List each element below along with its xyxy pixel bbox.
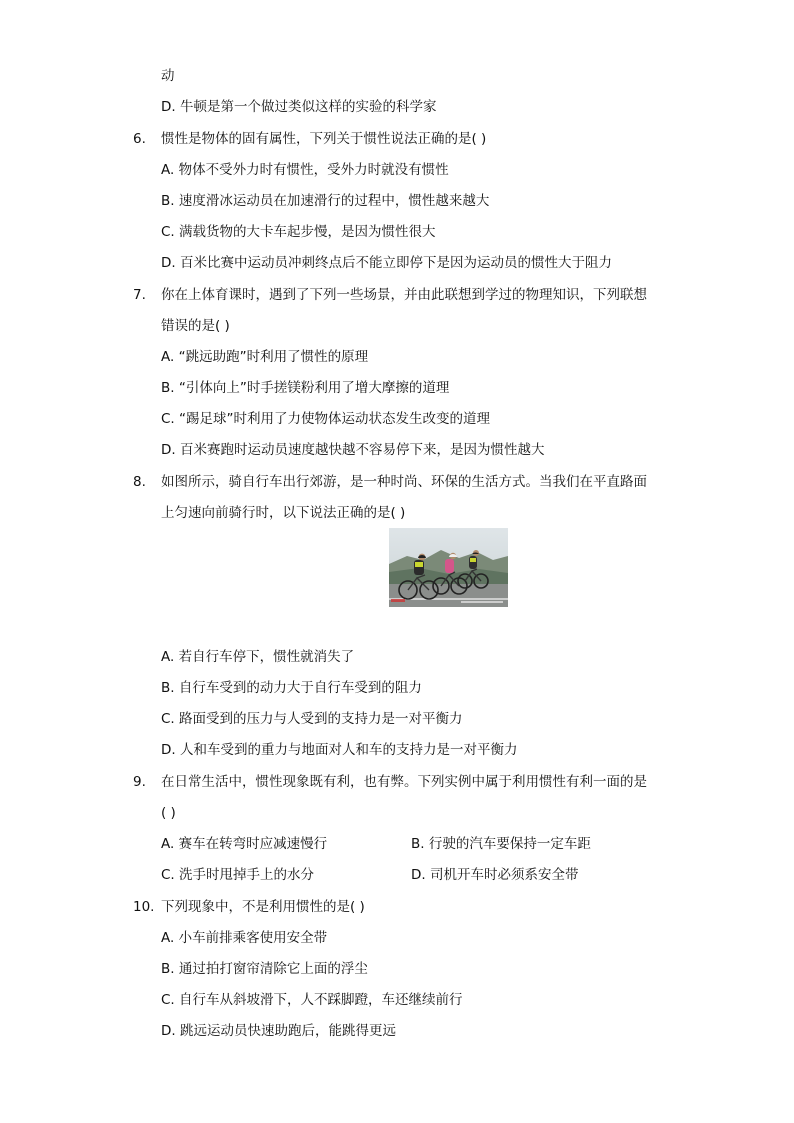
question-8-option-c: C. 路面受到的压力与人受到的支持力是一对平衡力 (161, 711, 463, 727)
question-9-option-c: C. 洗手时甩掉手上的水分 (161, 867, 315, 883)
question-8-stem-line-1: 如图所示，骑自行车出行郊游，是一种时尚、环保的生活方式。当我们在平直路面 (161, 474, 647, 490)
question-7-stem-line-2: 错误的是( ) (161, 318, 230, 334)
question-7-option-b: B. “引体向上”时手搓镁粉利用了增大摩擦的道理 (161, 380, 450, 396)
question-8-option-b: B. 自行车受到的动力大于自行车受到的阻力 (161, 680, 422, 696)
question-7-option-c: C. “踢足球”时利用了力使物体运动状态发生改变的道理 (161, 411, 490, 427)
question-8-option-a: A. 若自行车停下，惯性就消失了 (161, 649, 355, 665)
question-9-option-d: D. 司机开车时必须系安全带 (411, 867, 579, 883)
question-6-option-a: A. 物体不受外力时有惯性，受外力时就没有惯性 (161, 162, 449, 178)
question-10-number: 10. (133, 899, 155, 915)
question-7-stem-line-1: 你在上体育课时，遇到了下列一些场景，并由此联想到学过的物理知识，下列联想 (161, 287, 647, 303)
question-8-stem-line-2: 上匀速向前骑行时，以下说法正确的是( ) (161, 505, 406, 521)
question-9-stem-line-2: ( ) (161, 805, 176, 821)
question-7-option-a: A. “跳远助跑”时利用了惯性的原理 (161, 349, 369, 365)
prev-continuation: 动 (161, 68, 175, 84)
question-6-number: 6. (133, 131, 146, 147)
question-10-option-a: A. 小车前排乘客使用安全带 (161, 930, 328, 946)
question-10-option-c: C. 自行车从斜坡滑下，人不踩脚蹬，车还继续前行 (161, 992, 463, 1008)
question-9-option-b: B. 行驶的汽车要保持一定车距 (411, 836, 591, 852)
question-10-stem: 下列现象中，不是利用惯性的是( ) (161, 899, 365, 915)
question-6-option-b: B. 速度滑冰运动员在加速滑行的过程中，惯性越来越大 (161, 193, 490, 209)
question-10-option-d: D. 跳远运动员快速助跑后，能跳得更远 (161, 1023, 396, 1039)
question-6-option-d: D. 百米比赛中运动员冲刺终点后不能立即停下是因为运动员的惯性大于阻力 (161, 255, 612, 271)
question-7-option-d: D. 百米赛跑时运动员速度越快越不容易停下来，是因为惯性越大 (161, 442, 545, 458)
question-6-option-c: C. 满载货物的大卡车起步慢，是因为惯性很大 (161, 224, 436, 240)
cyclists-photo (389, 528, 508, 607)
question-9-number: 9. (133, 774, 146, 790)
question-8-number: 8. (133, 474, 146, 490)
question-7-number: 7. (133, 287, 146, 303)
question-10-option-b: B. 通过拍打窗帘清除它上面的浮尘 (161, 961, 368, 977)
question-9-stem-line-1: 在日常生活中，惯性现象既有利，也有弊。下列实例中属于利用惯性有利一面的是 (161, 774, 647, 790)
question-9-option-a: A. 赛车在转弯时应减速慢行 (161, 836, 328, 852)
question-8-option-d: D. 人和车受到的重力与地面对人和车的支持力是一对平衡力 (161, 742, 518, 758)
question-6-stem: 惯性是物体的固有属性，下列关于惯性说法正确的是( ) (161, 131, 487, 147)
prev-option-d: D. 牛顿是第一个做过类似这样的实验的科学家 (161, 99, 437, 115)
